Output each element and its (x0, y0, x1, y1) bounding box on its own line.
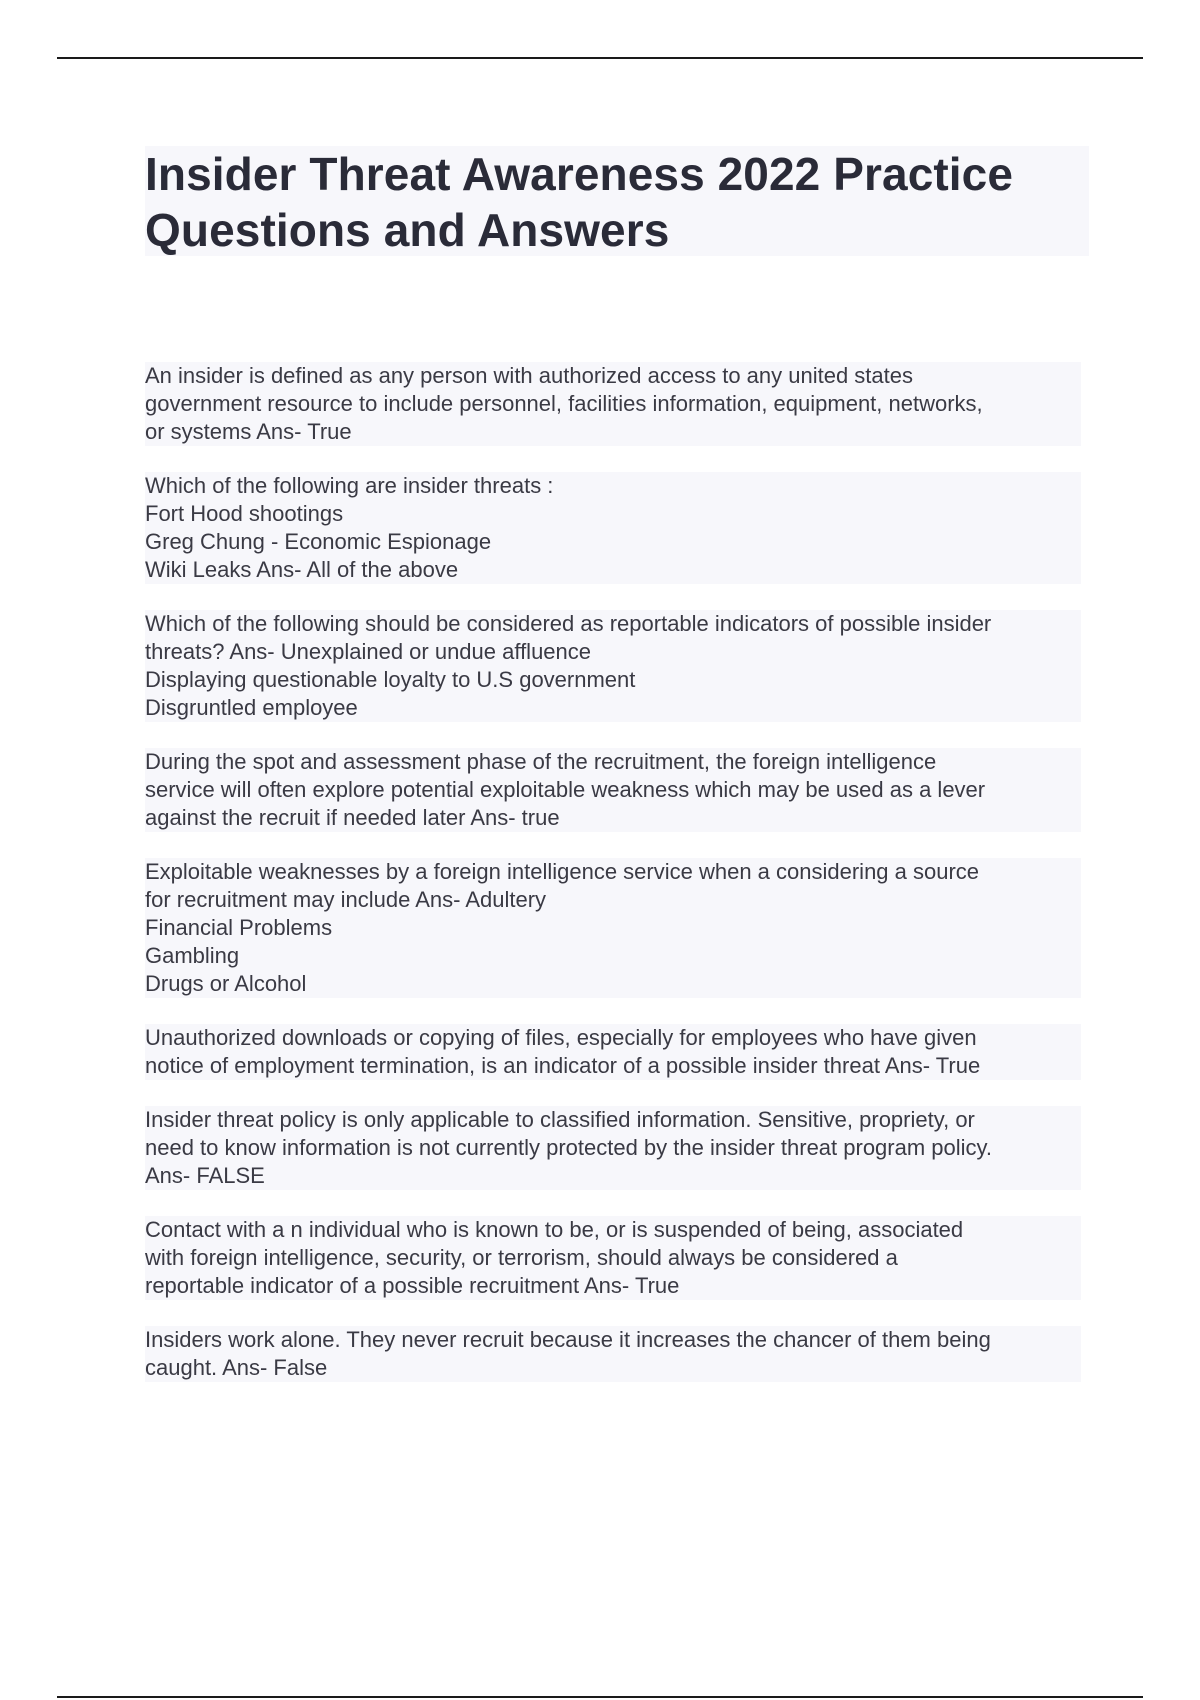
qa-line: Unauthorized downloads or copying of files, especially for employees who have given (145, 1025, 977, 1050)
qa-item (145, 1216, 1081, 1300)
qa-line: During the spot and assessment phase of the recruitment, the foreign intelligence (145, 749, 937, 774)
qa-line: Greg Chung - Economic Espionage (145, 529, 492, 554)
bottom-rule (57, 1696, 1143, 1698)
qa-line: Contact with a n individual who is known to be, or is suspended of being, associated (145, 1217, 964, 1242)
qa-item (145, 858, 1081, 998)
qa-line: Financial Problems (145, 915, 333, 940)
qa-list (145, 362, 1089, 1382)
qa-item (145, 1326, 1081, 1382)
qa-line: against the recruit if needed later Ans- true (145, 805, 560, 830)
title-line: Insider Threat Awareness 2022 Practice (145, 148, 1014, 200)
qa-line: Drugs or Alcohol (145, 971, 307, 996)
qa-line: for recruitment may include Ans- Adultery (145, 887, 547, 912)
qa-line: Insiders work alone. They never recruit because it increases the chancer of them being (145, 1327, 991, 1352)
qa-line: government resource to include personnel, facilities information, equipment, networks, (145, 391, 983, 416)
qa-line: Which of the following should be considered as reportable indicators of possible insider (145, 611, 992, 636)
top-rule (57, 57, 1143, 59)
qa-line: Exploitable weaknesses by a foreign intelligence service when a considering a source (145, 859, 980, 884)
qa-line: An insider is defined as any person with authorized access to any united states (145, 363, 914, 388)
qa-line: notice of employment termination, is an indicator of a possible insider threat Ans- True (145, 1053, 981, 1078)
qa-item (145, 1106, 1081, 1190)
qa-item (145, 610, 1081, 722)
qa-line: Fort Hood shootings (145, 501, 344, 526)
qa-item (145, 472, 1081, 584)
qa-line: Disgruntled employee (145, 695, 358, 720)
qa-line: need to know information is not currently protected by the insider threat program policy. (145, 1135, 993, 1160)
document-title (145, 146, 1089, 258)
qa-line: with foreign intelligence, security, or terrorism, should always be considered a (145, 1245, 898, 1270)
qa-item (145, 748, 1081, 832)
qa-line: threats? Ans- Unexplained or undue affluence (145, 639, 592, 664)
title-block (145, 146, 1089, 256)
qa-line: reportable indicator of a possible recruitment Ans- True (145, 1273, 680, 1298)
qa-line: Which of the following are insider threats : (145, 473, 554, 498)
qa-line: caught. Ans- False (145, 1355, 328, 1380)
qa-line: Gambling (145, 943, 240, 968)
qa-line: Displaying questionable loyalty to U.S government (145, 667, 636, 692)
document-page (145, 146, 1089, 1408)
qa-line: Insider threat policy is only applicable to classified information. Sensitive, propriety, or (145, 1107, 975, 1132)
qa-line: or systems Ans- True (145, 419, 352, 444)
qa-item (145, 1024, 1081, 1080)
title-line: Questions and Answers (145, 204, 670, 256)
qa-line: Wiki Leaks Ans- All of the above (145, 557, 459, 582)
qa-line: Ans- FALSE (145, 1163, 265, 1188)
qa-item (145, 362, 1081, 446)
qa-line: service will often explore potential exploitable weakness which may be used as a lever (145, 777, 986, 802)
